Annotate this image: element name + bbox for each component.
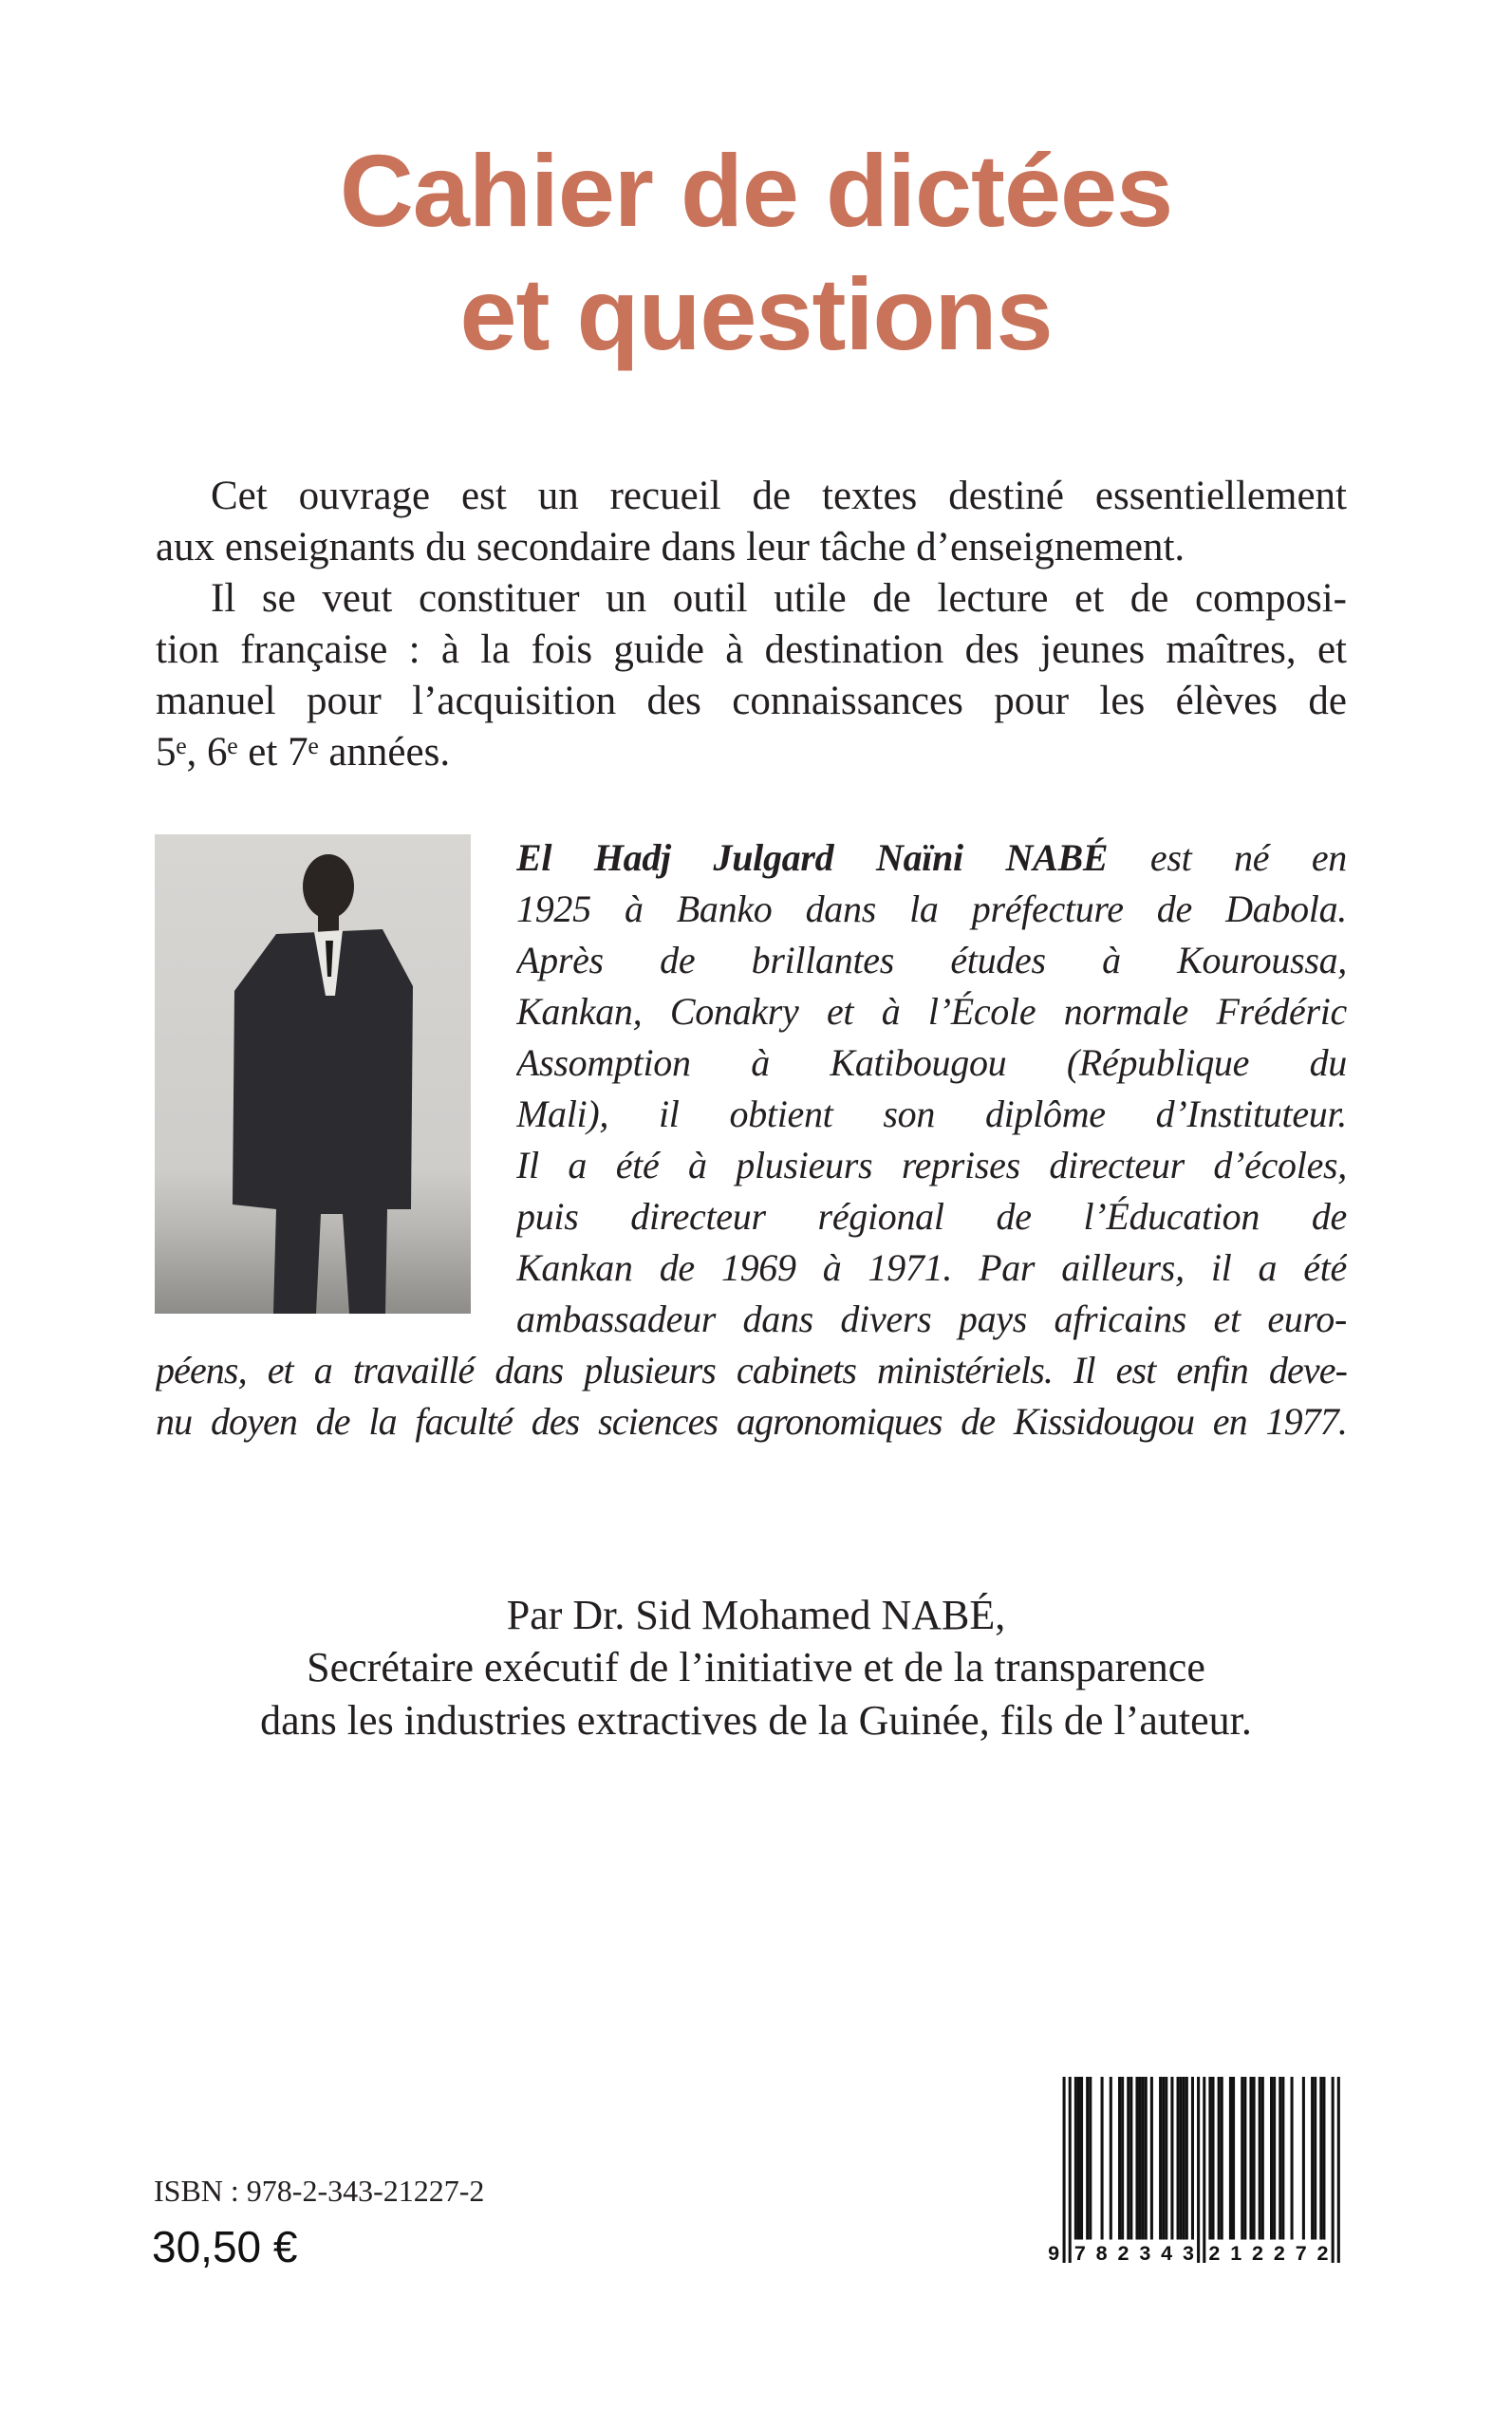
bio-line: ambassadeur dans divers pays africains et euro- [516,1298,1347,1340]
barcode-bar [1086,2077,1089,2240]
isbn: ISBN : 978-2-343-21227-2 [154,2174,485,2208]
barcode-bar [1249,2077,1252,2240]
barcode-bar [1208,2077,1211,2240]
author-portrait-illustration [155,834,471,1314]
barcode-bar [1121,2077,1124,2240]
barcode-bar [1253,2077,1256,2240]
barcode-bar [1337,2077,1340,2263]
barcode-bar [1150,2077,1153,2240]
barcode-bar [1142,2077,1145,2240]
barcode-bar [1139,2077,1142,2240]
summary-line: Cet ouvrage est un recueil de textes destiné essentiellement [211,474,1347,518]
barcode-bar [1069,2077,1072,2263]
barcode-digits-right: 212272 [1208,2241,1329,2263]
summary-line: manuel pour l’acquisition des connaissances pour les élèves de [156,679,1347,723]
bio-line: Kankan de 1969 à 1971. Par ailleurs, il a été [516,1246,1347,1289]
summary-line: aux enseignants du secondaire dans leur tâche d’enseignement. [156,525,1185,570]
barcode-bar [1101,2077,1104,2240]
author-photo [155,834,471,1314]
bio-line [516,832,1347,884]
barcode-bar [1177,2077,1180,2240]
barcode-bar [1170,2077,1173,2240]
barcode-bar [1259,2077,1261,2240]
barcode-bar [1197,2077,1200,2263]
barcode-digit-first: 9 [1048,2241,1060,2263]
barcode-bar [1243,2077,1246,2240]
book-title-line-2: et questions [459,256,1053,371]
barcode-bar [1211,2077,1214,2240]
barcode-bar [1145,2077,1148,2240]
attribution-line: dans les industries extractives de la Guinée, fils de l’auteur. [260,1697,1252,1744]
barcode-bar [1270,2077,1273,2240]
barcode-bar [1273,2077,1276,2240]
barcode-bar [1291,2077,1294,2240]
barcode-bar [1162,2077,1165,2240]
barcode-bar [1165,2077,1167,2240]
attribution-line: Par Dr. Sid Mohamed NABÉ, [506,1592,1006,1638]
bio-line: nu doyen de la faculté des sciences agronomiques de Kissidougou en 1977. [156,1400,1347,1443]
attribution-line: Secrétaire exécutif de l’initiative et de la transparence [307,1644,1205,1690]
barcode-bar [1314,2077,1316,2240]
bio-line: Kankan, Conakry et à l’École normale Frédéric [516,990,1347,1033]
summary-line: tion française : à la fois guide à destination des jeunes maîtres, et [156,627,1347,672]
barcode-bar [1319,2077,1322,2240]
barcode-bar [1135,2077,1138,2240]
author-name: El Hadj Julgard Naïni NABÉ [516,836,1109,879]
barcode-bar [1221,2077,1223,2240]
summary-line: Il se veut constituer un outil utile de lecture et de composi- [211,576,1347,621]
barcode-bar [1063,2077,1066,2263]
barcode-bar [1185,2077,1188,2240]
barcode-bar [1203,2077,1205,2263]
barcode-bar [1118,2077,1121,2240]
bio-text: est né en [1108,836,1347,879]
barcode-bar [1241,2077,1243,2240]
book-title-line-1: Cahier de dictées [339,133,1173,248]
bio-line: Après de brillantes études à Kouroussa, [516,939,1347,981]
barcode-bar [1191,2077,1194,2240]
barcode-bar [1077,2077,1080,2240]
barcode-bar [1180,2077,1183,2240]
barcode-bar [1074,2077,1077,2240]
barcode-bar [1232,2077,1235,2240]
barcode-bar [1332,2077,1335,2263]
bio-line: Mali), il obtient son diplôme d’Instituteur. [516,1092,1347,1135]
barcode-bar [1183,2077,1185,2240]
barcode-bar [1311,2077,1314,2240]
barcode-bar [1129,2077,1132,2240]
summary-line: 5ᵉ, 6ᵉ et 7ᵉ années. [156,730,451,775]
bio-line: Assomption à Katibougou (République du [516,1041,1347,1084]
barcode-bar [1302,2077,1305,2240]
barcode-bar [1110,2077,1112,2240]
barcode [1042,2077,1346,2263]
price: 30,50 € [152,2222,298,2271]
barcode-bar [1229,2077,1232,2240]
barcode-bar [1127,2077,1129,2240]
bio-line: 1925 à Banko dans la préfecture de Dabola. [516,887,1347,930]
bio-line: péens, et a travaillé dans plusieurs cabinets ministériels. Il est enfin deve- [156,1349,1347,1391]
barcode-bar [1281,2077,1284,2240]
barcode-bar [1279,2077,1281,2240]
barcode-digits-left: 782343 [1073,2241,1194,2263]
barcode-bar [1159,2077,1162,2240]
barcode-bar [1080,2077,1083,2240]
bio-line: puis directeur régional de l’Éducation de [516,1195,1347,1238]
barcode-bar [1261,2077,1264,2240]
barcode-bar [1322,2077,1325,2240]
bio-line: Il a été à plusieurs reprises directeur d’écoles, [516,1144,1347,1186]
barcode-bar [1089,2077,1092,2240]
barcode-bar [1218,2077,1221,2240]
